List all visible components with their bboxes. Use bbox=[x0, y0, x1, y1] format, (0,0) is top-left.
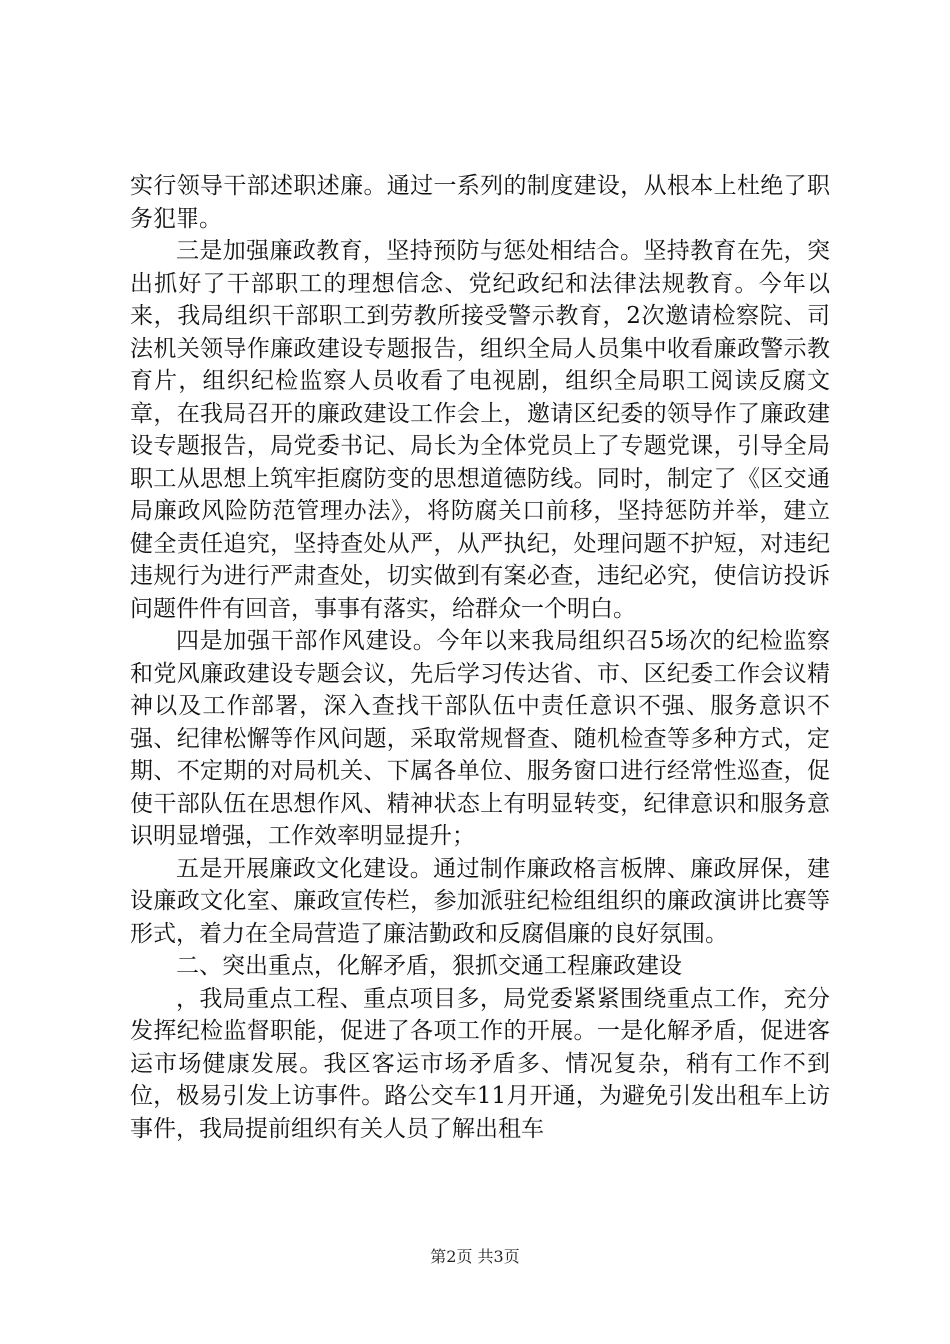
paragraph-4: 五是开展廉政文化建设。通过制作廉政格言板牌、廉政屏保，建设廉政文化室、廉政宣传栏，参加派驻纪检组组织的廉政演讲比赛等形式，着力在全局营造了廉洁勤政和反腐倡廉的良好氛围。 bbox=[130, 855, 830, 947]
page-number: 第2页 共3页 bbox=[430, 1247, 520, 1266]
paragraph-3: 四是加强干部作风建设。今年以来我局组织召5场次的纪检监察和党风廉政建设专题会议，先后学习传达省、市、区纪委工作会议精神以及工作部署，深入查找干部队伍中责任意识不强、服务意识不强、纪律松懈等作风问题，采取常规督查、随机检查等多种方式，定期、不定期的对局机关、下属各单位、服务窗口进行经常性巡查，促使干部队伍在思想作风、精神状态上有明显转变，纪律意识和服务意识明显增强，工作效率明显提升； bbox=[130, 628, 830, 849]
paragraph-1: 实行领导干部述职述廉。通过一系列的制度建设，从根本上杜绝了职务犯罪。 bbox=[130, 173, 830, 232]
section-heading: 二、突出重点，化解矛盾，狠抓交通工程廉政建设 bbox=[176, 953, 682, 979]
paragraph-2: 三是加强廉政教育，坚持预防与惩处相结合。坚持教育在先，突出抓好了干部职工的理想信念、党纪政纪和法律法规教育。今年以来，我局组织干部职工到劳教所接受警示教育，2次邀请检察院、司法机关领导作廉政建设专题报告，组织全局人员集中收看廉政警示教育片，组织纪检监察人员收看了电视剧，组织全局职工阅读反腐文章，在我局召开的廉政建设工作会上，邀请区纪委的领导作了廉政建设专题报告，局党委书记、局长为全体党员上了专题党课，引导全局职工从思想上筑牢拒腐防变的思想道德防线。同时，制定了《区交通局廉政风险防范管理办法》，将防腐关口前移，坚持惩防并举，建立健全责任追究，坚持查处从严，从严执纪，处理问题不护短，对违纪违规行为进行严肃查处，切实做到有案必查，违纪必究，使信访投诉问题件件有回音，事事有落实，给群众一个明白。 bbox=[130, 238, 830, 622]
document-body bbox=[130, 170, 830, 1145]
paragraph-5: ，我局重点工程、重点项目多，局党委紧紧围绕重点工作，充分发挥纪检监督职能，促进了各项工作的开展。一是化解矛盾，促进客运市场健康发展。我区客运市场矛盾多、情况复杂，稍有工作不到位，极易引发上访事件。路公交车11月开通，为避免引发出租车上访事件，我局提前组织有关人员了解出租车 bbox=[130, 985, 830, 1142]
